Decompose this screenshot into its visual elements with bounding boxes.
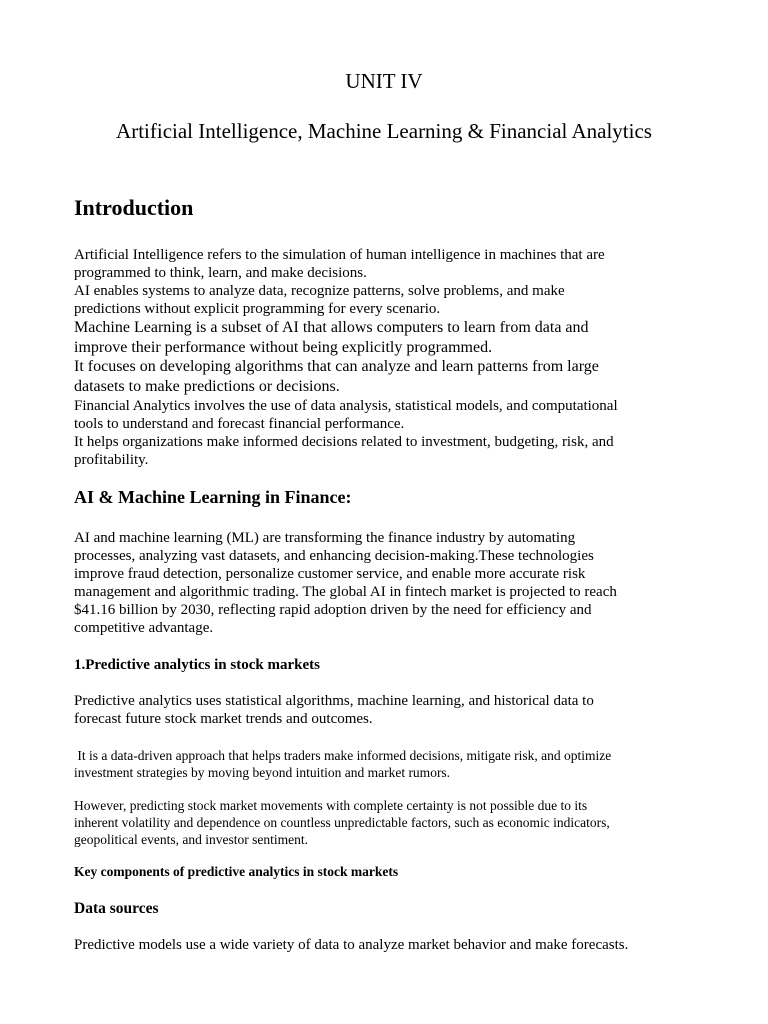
paragraph-line: programmed to think, learn, and make decisions. — [74, 265, 367, 281]
unit-label: UNIT IV — [345, 69, 423, 93]
data-sources-heading: Data sources — [74, 900, 159, 917]
paragraph-line: inherent volatility and dependence on countless unpredictable factors, such as economic indicators, — [74, 815, 610, 830]
paragraph-line: investment strategies by moving beyond intuition and market rumors. — [74, 765, 451, 780]
paragraph-line: processes, analyzing vast datasets, and enhancing decision-making.These technologies — [74, 548, 594, 564]
paragraph-line: It helps organizations make informed decisions related to investment, budgeting, risk, and — [74, 434, 614, 450]
paragraph-line: AI and machine learning (ML) are transforming the finance industry by automating — [74, 530, 576, 546]
paragraph-line: $41.16 billion by 2030, reflecting rapid adoption driven by the need for efficiency and — [74, 602, 592, 618]
paragraph-line: improve fraud detection, personalize customer service, and enable more accurate risk — [74, 566, 586, 582]
paragraph-line: predictions without explicit programming for every scenario. — [74, 301, 441, 317]
paragraph-line: management and algorithmic trading. The global AI in fintech market is projected to reach — [74, 584, 617, 600]
introduction-heading: Introduction — [74, 195, 194, 220]
data-sources-text: Predictive models use a wide variety of data to analyze market behavior and make forecasts. — [74, 937, 629, 953]
paragraph-line: improve their performance without being explicitly programmed. — [74, 339, 493, 356]
paragraph-line: AI enables systems to analyze data, recognize patterns, solve problems, and make — [74, 283, 565, 299]
document-title: Artificial Intelligence, Machine Learning & Financial Analytics — [116, 119, 652, 143]
paragraph-line: Predictive analytics uses statistical algorithms, machine learning, and historical data to — [74, 693, 594, 709]
paragraph-line: datasets to make predictions or decisions. — [74, 378, 340, 395]
paragraph-line: However, predicting stock market movements with complete certainty is not possible due to its — [74, 798, 588, 813]
paragraph-line: profitability. — [74, 452, 149, 468]
predictive-analytics-heading: 1.Predictive analytics in stock markets — [74, 657, 320, 673]
paragraph-line: Machine Learning is a subset of AI that allows computers to learn from data and — [74, 319, 589, 336]
paragraph-line: geopolitical events, and investor sentiment. — [74, 832, 308, 847]
paragraph-line: Artificial Intelligence refers to the simulation of human intelligence in machines that are — [74, 247, 605, 263]
paragraph-line: Financial Analytics involves the use of data analysis, statistical models, and computational — [74, 398, 618, 414]
paragraph-line: forecast future stock market trends and outcomes. — [74, 711, 373, 727]
ai-ml-finance-heading: AI & Machine Learning in Finance: — [74, 487, 352, 507]
paragraph-line: It is a data-driven approach that helps traders make informed decisions, mitigate risk, and optimize — [74, 748, 612, 763]
paragraph-line: tools to understand and forecast financial performance. — [74, 416, 405, 432]
paragraph-line: It focuses on developing algorithms that can analyze and learn patterns from large — [74, 358, 599, 375]
key-components-heading: Key components of predictive analytics in stock markets — [74, 864, 399, 879]
paragraph-line: competitive advantage. — [74, 620, 214, 636]
